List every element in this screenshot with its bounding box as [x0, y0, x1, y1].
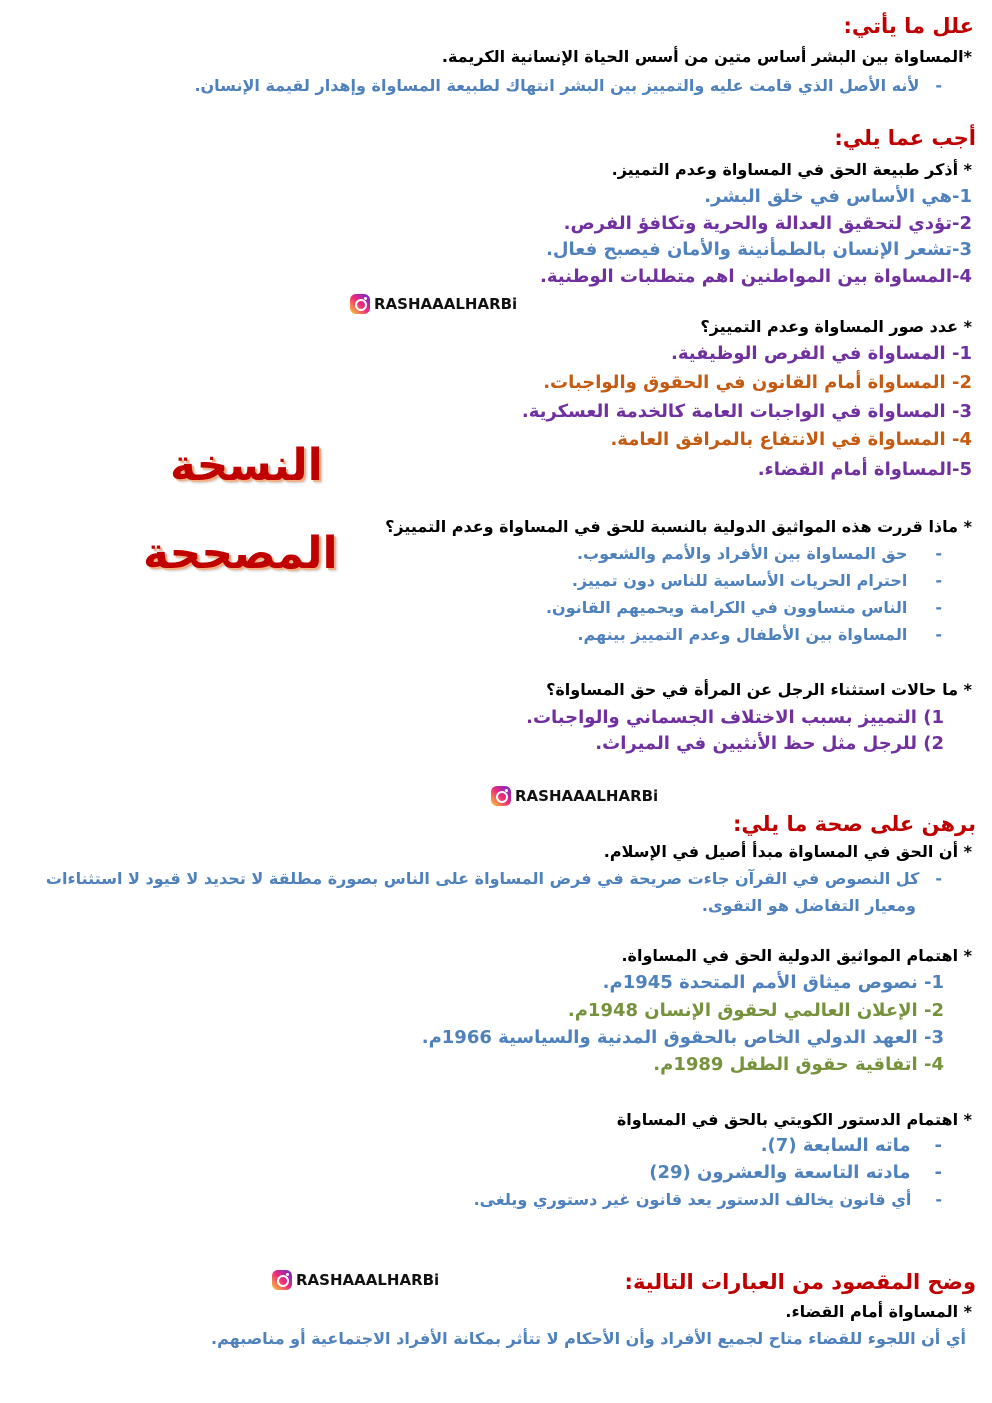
answer-item [577, 625, 942, 644]
question-text: * المساواة أمام القضاء. [785, 1302, 972, 1321]
answer-item: 2) للرجل مثل حظ الأنثيين في الميراث. [595, 733, 944, 754]
answer-text [46, 869, 942, 888]
answer-text-continued: ومعيار التفاضل هو التقوى. [701, 896, 916, 915]
answer-line: مادته التاسعة والعشرون (29) [649, 1162, 911, 1183]
answer-item: 3- المساواة في الواجبات العامة كالخدمة العسكرية. [521, 401, 972, 422]
answer-line: احترام الحريات الأساسية للناس دون تمييز. [571, 571, 908, 590]
bullet-dash: - [935, 76, 942, 95]
watermark-instagram [272, 1270, 439, 1290]
question-text: * ما حالات استثناء الرجل عن المرأة في حق المساواة؟ [546, 680, 972, 699]
answer-item [577, 544, 942, 563]
watermark-text: RASHAAALHARBi [515, 787, 659, 805]
answer-line: الناس متساوون في الكرامة ويحميهم القانون. [545, 598, 908, 617]
answer-item: 1- المساواة في الفرص الوظيفية. [671, 343, 972, 364]
watermark-text: RASHAAALHARBi [296, 1271, 440, 1289]
answer-line: ماته السابعة (7). [760, 1135, 911, 1156]
answer-item: 1- نصوص ميثاق الأمم المتحدة 1945م. [602, 972, 944, 993]
bullet-dash: - [934, 1162, 942, 1183]
answer-item: 3-تشعر الإنسان بالطمأنينة والأمان فيصبح فعال. [546, 239, 972, 260]
answer-item [761, 1135, 942, 1156]
corrected-copy-stamp-line2: المصححة [143, 528, 338, 579]
bullet-dash: - [935, 571, 942, 590]
watermark-instagram [350, 294, 517, 314]
bullet-dash: - [934, 1135, 942, 1156]
answer-line: كل النصوص في القرآن جاءت صريحة في فرض المساواة على الناس بصورة مطلقة لا تحديد لا قيود لا استثناءات [45, 869, 920, 888]
bullet-dash: - [935, 625, 942, 644]
watermark-instagram [491, 786, 658, 806]
answer-item [572, 571, 942, 590]
answer-item: 3- العهد الدولي الخاص بالحقوق المدنية والسياسية 1966م. [421, 1027, 944, 1048]
answer-item: 4- المساواة في الانتفاع بالمرافق العامة. [610, 429, 972, 450]
section-title-explain: علل ما يأتي: [843, 14, 974, 38]
answer-line: المساواة بين الأطفال وعدم التمييز بينهم. [577, 625, 908, 644]
section-title-clarify: وضح المقصود من العبارات التالية: [624, 1270, 976, 1294]
answer-item: 5-المساواة أمام القضاء. [757, 459, 972, 480]
answer-item: 2-تؤدي لتحقيق العدالة والحرية وتكافؤ الفرص. [563, 213, 972, 234]
answer-item: 4-المساواة بين المواطنين اهم متطلبات الوطنية. [540, 266, 972, 287]
question-text: * اهتمام المواثيق الدولية الحق في المساواة. [621, 946, 972, 965]
section-title-answer: أجب عما يلي: [834, 126, 976, 150]
instagram-icon [350, 294, 370, 314]
answer-line: حق المساواة بين الأفراد والأمم والشعوب. [576, 544, 908, 563]
answer-item [546, 598, 942, 617]
question-text: * أذكر طبيعة الحق في المساواة وعدم التمييز. [611, 160, 972, 179]
question-text: * اهتمام الدستور الكويتي بالحق في المساواة [616, 1110, 972, 1129]
answer-line: لأنه الأصل الذي قامت عليه والتمييز بين البشر انتهاك لطبيعة المساواة وإهدار لقيمة الإنسان. [194, 76, 920, 95]
bullet-dash: - [935, 1190, 942, 1209]
instagram-icon [272, 1270, 292, 1290]
answer-item: 1-هي الأساس في خلق البشر. [704, 186, 972, 207]
answer-item: 2- المساواة أمام القانون في الحقوق والواجبات. [543, 372, 972, 393]
answer-item: 2- الإعلان العالمي لحقوق الإنسان 1948م. [567, 1000, 944, 1021]
answer-item [474, 1190, 942, 1209]
question-text: * عدد صور المساواة وعدم التمييز؟ [700, 317, 972, 336]
question-text: *المساواة بين البشر أساس متين من أسس الحياة الإنسانية الكريمة. [441, 47, 972, 66]
instagram-icon [491, 786, 511, 806]
question-text: * أن الحق في المساواة مبدأ أصيل في الإسلام. [603, 842, 972, 861]
answer-line: أي قانون يخالف الدستور يعد قانون غير دستوري ويلغى. [473, 1190, 912, 1209]
question-text: * ماذا قررت هذه المواثيق الدولية بالنسبة للحق في المساواة وعدم التمييز؟ [385, 517, 972, 536]
bullet-dash: - [935, 869, 942, 888]
answer-item [649, 1162, 942, 1183]
bullet-dash: - [935, 544, 942, 563]
section-title-prove: برهن على صحة ما يلي: [733, 812, 976, 836]
bullet-dash: - [935, 598, 942, 617]
answer-item: 1) التمييز بسبب الاختلاف الجسماني والواجبات. [526, 707, 944, 728]
answer-item: 4- اتفاقية حقوق الطفل 1989م. [653, 1054, 944, 1075]
corrected-copy-stamp-line1: النسخة [170, 440, 323, 491]
answer-text [194, 76, 942, 95]
answer-text: أي أن اللجوء للقضاء متاح لجميع الأفراد وأن الأحكام لا تتأثر بمكانة الأفراد الاجتماعية أو مناصبهم. [210, 1329, 966, 1348]
watermark-text: RASHAAALHARBi [374, 295, 518, 313]
